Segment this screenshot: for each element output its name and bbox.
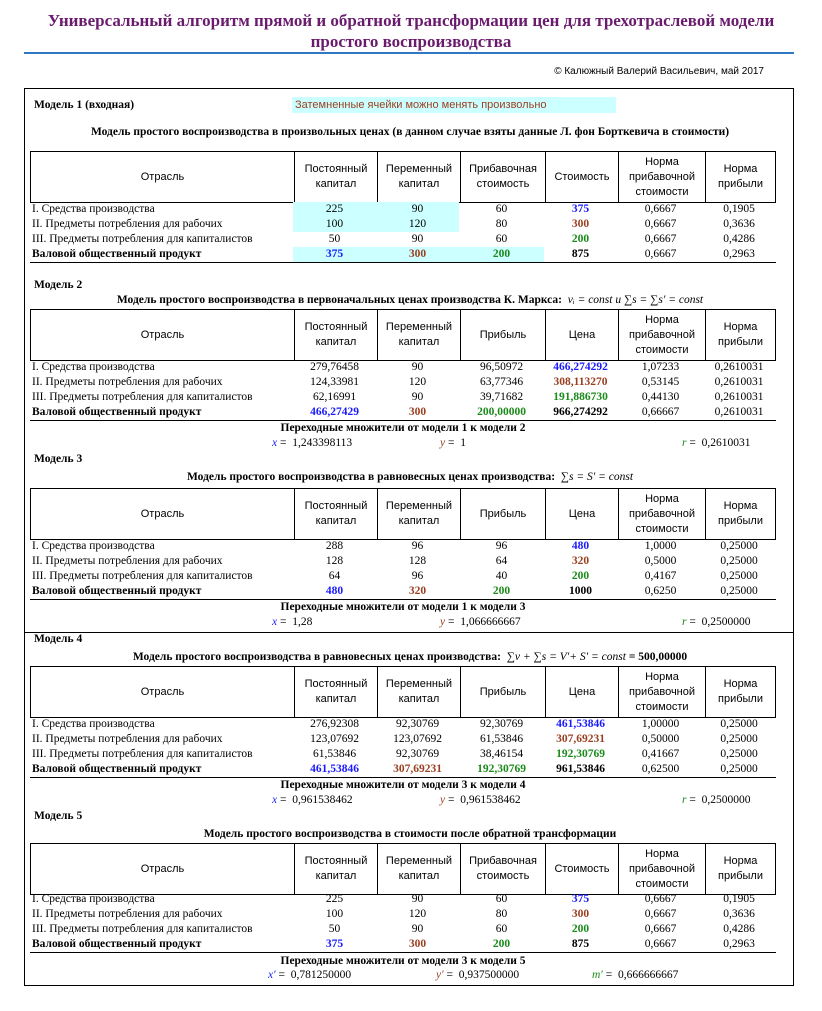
cell-value: 300 [571,908,590,920]
cell-value: 200 [571,233,590,245]
cell-surplus-rate: 0,53145 [641,376,680,388]
header-profit-rate: Норма прибыли [705,152,775,202]
cell-profit-rate: 0,2610031 [714,376,764,388]
title-rule [24,52,794,54]
cell-profit-rate: 0,25000 [720,733,758,745]
cell-v: 90 [411,923,424,935]
row-name: I. Средства производства [32,718,155,730]
cell-s: 200 [459,247,544,262]
cell-surplus-rate: 0,6667 [644,938,677,950]
cell-value: 375 [571,893,590,905]
header-surplus-rate: Норма прибавочной стоимости [618,489,705,539]
cell-price: 308,113270 [553,376,608,388]
table-total-row [30,937,776,952]
cell-value: 875 [571,938,590,950]
cell-v[interactable]: 120 [376,217,459,232]
header-price: Цена [545,667,618,717]
header-price: Цена [545,310,618,360]
multiplier-key: y [440,616,446,628]
row-name: II. Предметы потребления для рабочих [32,555,223,567]
cell-profit-rate: 0,25000 [720,585,758,597]
cell-v: 307,69231 [393,763,442,775]
cell-c: 279,76458 [310,361,359,373]
multiplier-key: y′ [436,969,444,981]
multiplier-key: x [272,794,278,806]
model-5-label: Модель 5 [34,810,83,822]
cell-c: 124,33981 [310,376,359,388]
header-surplus-value: Прибавочная стоимость [460,152,545,202]
table-row [30,202,776,217]
multiplier-y: y = 0,961538462 [440,794,521,806]
cell-price: 200 [571,570,590,582]
cell-profit-rate: 0,4286 [723,923,755,935]
table-row [30,717,776,732]
table-row [30,390,776,405]
cell-v: 300 [408,406,427,418]
row-name: III. Предметы потребления для капиталистов [32,570,253,582]
multiplier-value: 1 [460,437,466,449]
multiplier-key: r [682,794,687,806]
header-value: Стоимость [545,152,618,202]
multiplier-key: y [440,437,446,449]
cell-surplus-rate: 0,6667 [644,248,677,260]
cell-c: 466,27429 [310,406,359,418]
row-name: Валовой общественный продукт [32,248,202,260]
subtitle-text: Модель простого воспроизводства в равновесных ценах производства: [132,651,501,663]
cell-profit-rate: 0,4286 [723,233,755,245]
table-bottom-line [30,952,776,953]
multiplier-value: 0,2610031 [701,437,751,449]
cell-c: 461,53846 [310,763,359,775]
cell-p: 92,30769 [479,718,524,730]
cell-surplus-rate: 0,62500 [641,763,680,775]
cell-value: 200 [571,923,590,935]
model-3-table-header [30,488,776,540]
header-profit: Прибыль [460,667,545,717]
model-3-label: Модель 3 [34,453,83,465]
header-variable-capital: Переменный капитал [377,152,460,202]
row-name: I. Средства производства [32,540,155,552]
multiplier-key: y [440,794,446,806]
row-name: I. Средства производства [32,203,155,215]
multiplier-value: 0,2500000 [701,616,751,628]
cell-s: 80 [495,218,508,230]
cell-profit-rate: 0,1905 [723,203,755,215]
model-4-multipliers-title: Переходные множители от модели 3 к модели 4 [280,779,526,791]
model-separator [24,632,794,633]
cell-v: 90 [411,893,424,905]
cell-p: 40 [495,570,508,582]
cell-c: 128 [325,555,344,567]
multiplier-key: r [682,616,687,628]
cell-c: 61,53846 [312,748,357,760]
cell-c: 225 [325,893,344,905]
header-surplus-rate: Норма прибавочной стоимости [618,152,705,202]
multiplier-value: 0,961538462 [460,794,521,806]
header-profit-rate: Норма прибыли [705,489,775,539]
row-name: Валовой общественный продукт [32,938,202,950]
cell-c: 375 [325,938,344,950]
cell-v: 96 [411,540,424,552]
cell-price: 1000 [569,585,592,597]
cell-surplus-rate: 0,5000 [644,555,677,567]
header-price: Цена [545,489,618,539]
multiplier-r: r = 0,2610031 [682,437,751,449]
multiplier-value: 0,781250000 [290,969,352,981]
cell-v: 120 [408,908,427,920]
multiplier-value: 0,666666667 [617,969,679,981]
header-variable-capital: Переменный капитал [377,489,460,539]
cell-s: 60 [495,233,508,245]
header-constant-capital: Постоянный капитал [294,310,377,360]
cell-surplus-rate: 0,6250 [644,585,677,597]
multiplier-m-prime: m′ = 0,666666667 [592,969,679,981]
model-3-subtitle [30,471,790,483]
cell-profit-rate: 0,2963 [723,248,755,260]
header-profit-rate: Норма прибыли [705,667,775,717]
header-branch: Отрасль [140,685,185,698]
header-surplus-value: Прибавочная стоимость [460,844,545,894]
model-1-label: Модель 1 (входная) [34,99,135,111]
model-3-multipliers-title: Переходные множители от модели 1 к модели 3 [280,601,526,613]
model-4-label: Модель 4 [34,633,83,645]
cell-c: 276,92308 [310,718,359,730]
row-name: II. Предметы потребления для рабочих [32,218,223,230]
multiplier-y: y = 1 [440,437,466,449]
cell-surplus-rate: 1,00000 [641,718,680,730]
table-row [30,554,776,569]
cell-v: 90 [411,391,424,403]
cell-v: 96 [411,570,424,582]
table-total-row [30,405,776,420]
cell-s: 80 [495,908,508,920]
multiplier-value: 1,28 [292,616,313,628]
row-name: III. Предметы потребления для капиталистов [32,233,253,245]
header-branch: Отрасль [140,328,185,341]
header-variable-capital: Переменный капитал [377,844,460,894]
row-name: Валовой общественный продукт [32,406,202,418]
cell-surplus-rate: 0,6667 [644,203,677,215]
cell-c: 50 [328,923,341,935]
cell-p: 192,30769 [477,763,526,775]
cell-profit-rate: 0,25000 [720,718,758,730]
cell-surplus-rate: 0,6667 [644,233,677,245]
subtitle-text: Модель простого воспроизводства в равновесных ценах производства: [186,471,556,483]
cell-profit-rate: 0,25000 [720,540,758,552]
cell-p: 38,46154 [479,748,524,760]
model-1-subtitle: Модель простого воспроизводства в произвольных ценах (в данном случае взяты данные Л. фон Борткевича в стоимости) [90,126,730,138]
table-bottom-line [30,420,776,421]
multiplier-x-prime: x′ = 0,781250000 [268,969,352,981]
multiplier-key: m′ [592,969,603,981]
table-row [30,907,776,922]
header-branch: Отрасль [140,507,185,520]
cell-price: 307,69231 [556,733,605,745]
table-row [30,569,776,584]
cell-surplus-rate: 0,6667 [644,893,677,905]
row-name: III. Предметы потребления для капиталистов [32,923,253,935]
cell-v: 90 [411,361,424,373]
cell-c[interactable]: 100 [293,217,376,232]
cell-price: 480 [571,540,590,552]
cell-surplus-rate: 0,4167 [644,570,677,582]
cell-v: 92,30769 [395,718,440,730]
cell-surplus-rate: 1,0000 [644,540,677,552]
row-name: III. Предметы потребления для капиталистов [32,391,253,403]
cell-c: 480 [325,585,344,597]
multiplier-x: x = 0,961538462 [272,794,353,806]
cell-v: 90 [411,233,424,245]
subtitle-text: Модель простого воспроизводства в первоначальных ценах производства К. Маркса: [116,294,563,306]
table-total-row [30,584,776,599]
row-name: II. Предметы потребления для рабочих [32,376,223,388]
cell-profit-rate: 0,25000 [720,748,758,760]
header-variable-capital: Переменный капитал [377,667,460,717]
model-2-subtitle [30,294,790,306]
cell-price: 320 [571,555,590,567]
cell-v: 123,07692 [393,733,442,745]
header-constant-capital: Постоянный капитал [294,667,377,717]
cell-price: 466,274292 [553,361,608,373]
multiplier-y-prime: y′ = 0,937500000 [436,969,520,981]
cell-surplus-rate: 0,50000 [641,733,680,745]
header-profit-rate: Норма прибыли [705,310,775,360]
row-name: I. Средства производства [32,361,155,373]
cell-profit-rate: 0,1905 [723,893,755,905]
header-surplus-rate: Норма прибавочной стоимости [618,844,705,894]
model-4-table-header [30,666,776,718]
header-profit: Прибыль [460,310,545,360]
table-bottom-line [30,262,776,263]
model-2-multipliers-title: Переходные множители от модели 1 к модели 2 [280,422,526,434]
cell-surplus-rate: 0,6667 [644,923,677,935]
multiplier-key: x [272,437,278,449]
model-2-table-header [30,309,776,361]
cell-profit-rate: 0,2963 [723,938,755,950]
cell-c[interactable]: 225 [293,202,376,217]
multiplier-r: r = 0,2500000 [682,794,751,806]
cell-c: 50 [328,233,341,245]
cell-p: 63,77346 [479,376,524,388]
header-profit-rate: Норма прибыли [705,844,775,894]
cell-profit-rate: 0,25000 [720,763,758,775]
cell-profit-rate: 0,25000 [720,570,758,582]
cell-price: 966,274292 [553,406,608,418]
cell-p: 61,53846 [479,733,524,745]
header-profit: Прибыль [460,489,545,539]
header-variable-capital: Переменный капитал [377,310,460,360]
cell-profit-rate: 0,2610031 [714,391,764,403]
cell-profit-rate: 0,2610031 [714,406,764,418]
row-name: Валовой общественный продукт [32,763,202,775]
multiplier-x: x = 1,243398113 [272,437,353,449]
model-5-multipliers-title: Переходные множители от модели 3 к модели 5 [280,955,526,967]
table-row [30,232,776,247]
cell-surplus-rate: 0,41667 [641,748,680,760]
cell-value: 375 [571,203,590,215]
subtitle-formula: ∑v + ∑s = V′+ S′ = const [506,651,626,663]
cell-c: 375 [293,247,376,262]
multiplier-value: 0,2500000 [701,794,751,806]
row-name: II. Предметы потребления для рабочих [32,733,223,745]
row-name: II. Предметы потребления для рабочих [32,908,223,920]
cell-v: 300 [376,247,459,262]
cell-v: 128 [408,555,427,567]
cell-p: 39,71682 [479,391,524,403]
cell-c: 100 [325,908,344,920]
cell-p: 200 [492,585,511,597]
cell-surplus-rate: 0,6667 [644,218,677,230]
header-value: Стоимость [545,844,618,894]
subtitle-formula: vᵢ = const и ∑s = ∑s′ = const [567,294,704,306]
copyright: © Калюжный Валерий Васильевич, май 2017 [554,66,764,77]
cell-c: 288 [325,540,344,552]
cell-price: 961,53846 [556,763,605,775]
cell-profit-rate: 0,2610031 [714,361,764,373]
cell-surplus-rate: 0,6667 [644,908,677,920]
cell-v: 300 [408,938,427,950]
cell-p: 200,00000 [477,406,526,418]
model-5-table-header [30,843,776,895]
header-constant-capital: Постоянный капитал [294,152,377,202]
model-4-subtitle [30,651,790,663]
table-row [30,539,776,554]
header-constant-capital: Постоянный капитал [294,489,377,539]
table-row [30,922,776,937]
cell-p: 64 [495,555,508,567]
model-1-table-header [30,151,776,203]
multiplier-value: 0,937500000 [458,969,520,981]
cell-c: 62,16991 [312,391,357,403]
cell-v: 92,30769 [395,748,440,760]
cell-c: 64 [328,570,341,582]
editable-cells-note: Затемненные ячейки можно менять произвольно [292,97,616,113]
cell-p: 96 [495,540,508,552]
cell-surplus-rate: 0,44130 [641,391,680,403]
cell-surplus-rate: 1,07233 [641,361,680,373]
multiplier-value: 1,066666667 [460,616,521,628]
header-constant-capital: Постоянный капитал [294,844,377,894]
table-bottom-line [30,777,776,778]
page-title: Универсальный алгоритм прямой и обратной трансформации цен для трехотраслевой модели простого воспроизводства [47,11,775,51]
cell-price: 461,53846 [556,718,605,730]
cell-profit-rate: 0,3636 [723,908,755,920]
table-row [30,747,776,762]
header-branch: Отрасль [140,170,185,183]
multiplier-r: r = 0,2500000 [682,616,751,628]
table-row [30,360,776,375]
cell-value: 300 [571,218,590,230]
cell-profit-rate: 0,25000 [720,555,758,567]
cell-v[interactable]: 90 [376,202,459,217]
model-5-subtitle: Модель простого воспроизводства в стоимости после обратной трансформации [203,828,617,840]
cell-v: 320 [408,585,427,597]
cell-s: 60 [495,893,508,905]
cell-profit-rate: 0,3636 [723,218,755,230]
table-row [30,375,776,390]
table-row [30,732,776,747]
cell-s: 60 [495,203,508,215]
table-row [30,892,776,907]
multiplier-x: x = 1,28 [272,616,313,628]
cell-p: 96,50972 [479,361,524,373]
cell-s: 60 [495,923,508,935]
table-total-row [30,762,776,777]
table-total-row [30,247,776,262]
multiplier-value: 1,243398113 [292,437,353,449]
multiplier-key: x′ [268,969,276,981]
model-2-label: Модель 2 [34,279,83,291]
subtitle-formula: ∑s = S′ = const [560,471,634,483]
cell-value: 875 [571,248,590,260]
cell-price: 192,30769 [556,748,605,760]
cell-surplus-rate: 0,66667 [641,406,680,418]
header-branch: Отрасль [140,862,185,875]
multiplier-key: r [682,437,687,449]
table-row [30,217,776,232]
subtitle-formula-value: = 500,00000 [628,651,688,663]
header-surplus-rate: Норма прибавочной стоимости [618,310,705,360]
header-surplus-rate: Норма прибавочной стоимости [618,667,705,717]
row-name: III. Предметы потребления для капиталистов [32,748,253,760]
cell-price: 191,886730 [553,391,608,403]
multiplier-key: x [272,616,278,628]
row-name: I. Средства производства [32,893,155,905]
multiplier-y: y = 1,066666667 [440,616,521,628]
cell-c: 123,07692 [310,733,359,745]
multiplier-value: 0,961538462 [292,794,353,806]
cell-v: 120 [408,376,427,388]
row-name: Валовой общественный продукт [32,585,202,597]
table-bottom-line [30,599,776,600]
cell-s: 200 [492,938,511,950]
